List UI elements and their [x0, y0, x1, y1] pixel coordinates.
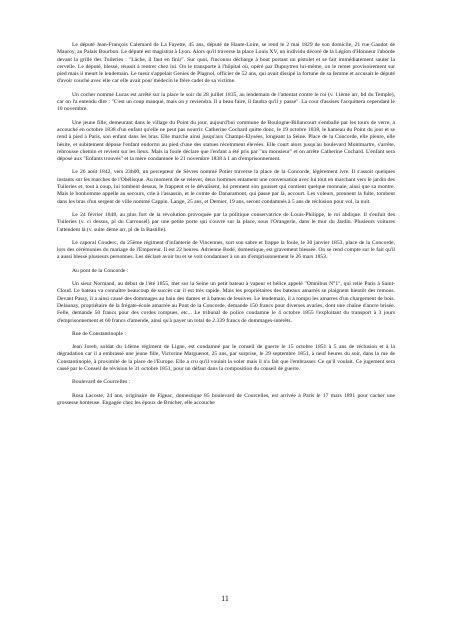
paragraph-lucas: Un cocher nommé Lucas est arrêté sur la place le soir du 28 juillet 1835, au lendemain de l'attentat contre le roi (v. 11ème arr, bd du Temple), car on l'a entendu dire : "C'est un coup manqué, mais on y reviendra. Il a beau faire, il faudra qu'il y passe". La cour d'assises l'acquittera cependant le 10 novembre. [57, 91, 395, 113]
page-number: 11 [221, 594, 229, 603]
paragraph-louis-philippe: Le 24 février 1848, au plus fort de la révolution provoquée par la politique conservatrice de Louis-Philippe, le roi abdique. Il s'enfuit des Tuileries (v. ci dessus, pl du Carrousel) par une petite porte qui s'ouvre sur la place, sous l'Orangerie, dans le mur du Jardin. Plusieurs voitures l'attendent là (v. suite 4ème arr, pl de la Bastille). [57, 211, 395, 233]
paragraph-bd: Rosa Lacoste, 24 ans, originaire de Figeac, domestique 85 boulevard de Courcelles, est arrivée à Paris le 17 mars 1891 pour cacher une grossesse honteuse. Engagée chez les époux de Brucher, elle accouche [57, 392, 395, 406]
section-heading-pont: Au pont de la Concorde : [72, 267, 129, 274]
document-page [57, 42, 395, 413]
paragraph-cochard: Une jeune fille, demeurant dans le village du Point du jour, aujourd'hui commune de Boulogne-Billancourt s'emballe par les tours de verre, a accouché en octobre 1838 d'un enfant qu'elle ne peut pas nourrir. Catherine Cochard quitte donc, le 19 octobre 1838, le hameau du Point du jour et se rend à pied à Paris, son enfant dans les bras. Elle marche ainsi jusqu'aux Champs-Elysées, longeant la Seine. Place de la Concorde, elle pleure, elle hésite, et subitement dépose l'enfant endormi au pied d'une des statues récemment élevées. Elle court alors jusqu'au boulevard Montmartre, s'arrête, rebrousse chemin et revient sur les lieux. Mais la foule déclare que l'enfant a été pris par "un monsieur" et on arrête Catherine Cochard. L'enfant sera déposé aux "Enfants trouvés" et la mère condamnée le 21 novembre 1838 à 1 an d'emprisonnement. [57, 119, 395, 163]
paragraph-calemard: Le député Jean-François Calemard de La Fayette, 45 ans, député de Haute-Loire, se rend le 2 mai 1829 de son domicile, 21 rue Gaudot de Mauroy, au Palais Bourbon. Le député est magistrat à Lyon. Alors qu'il traverse la place Louis XV, un individu décoré de la Légion d'Honneur l'aborde devant la grille des Tuileries : "Lâche, il faut en finir". Sur quoi, l'inconnu décharge à bout portant un pistolet et se fait immédiatement sauter la cervelle. Le député, blessé, réussit à rentrer chez lui. On le transporte à l'hôpital où, opéré par Dupuytren lui-même, on le remet provisoirement sur pied mais il meurt le lendemain. Le tueur s'appelait Genies de Plagnol, officier de 52 ans, qui avait dissipé la fortune de sa femme et accusait le député d'avoir couché avec elle car elle avait pour médecin le frère cadet de sa victime. [57, 42, 395, 85]
paragraph-pont: Un sieur Normand, au début de l'été 1855, met sur la Seine un petit bateau à vapeur et hélice appelé "Omnibus N°1", qui relie Paris à Saint-Cloud. Le bateau va connaître beaucoup de succès car il est très rapide. Mais les propriétaires des bateaux amarrés se plaignent bientôt des remous. Devant Passy, il a ainsi causé des dommages au bain des dames et à bateau de lessives. Le lendemain, il a rompu les amarres d'un chargement de bois. Delaunay, propriétaire de la frégate-école amarrée au Pont de la Concorde, demande 150 francs pour diverses avaries, dont une chaîne d'ancre brisée. Felle, demande 50 francs pour des cordes rompues, etc... Le tribunal de police condamne le 4 octobre 1855 l'exploitant du transport à 3 jours d'emprisonnement et 60 francs d'amende, ainsi qu'à payer un total de 2.339 francs de dommages-intérêts. [57, 281, 395, 324]
paragraph-couderc: Le caporal Couderc, du 25ème régiment d'infanterie de Vincennes, sort son sabre et frappe la foule, le 30 janvier 1853, place de la Concorde, lors des cérémonies du mariage de l'Empereur. Il est 22 heures. Adrienne Bodé, domestique, est gravement blessée. On se rend compte sur le fait qu'il a aussi blessé plusieurs personnes. Les déclaré avoir bu et se voit condamner à un an d'emprisonnement le 26 mars 1853. [57, 239, 395, 261]
paragraph-potier: Le 26 août 1842, vers 23h00, un percepteur de Sèvres nommé Potier traverse la place de la Concorde, légèrement ivre. Il s'assoit quelques instants sur les marches de l'Obélisque. Au moment de se relever, deux hommes entament une conversation avec lui tout en marchant vers le jardin des Tuileries et, tout à coup, lui tombent dessus, le frappent et le dévalisent, lui prennent son gousset qui contient quelque monnaie, ainsi que sa montre. Mais le bonhomme appelle au secours, crie à l'assassin, et le comte de Danaramont, qui passe par là, accourt. Les voleurs, prennent la fuite, tombent dans les bras d'un sergent de ville nommé Cappin. Lange, 25 ans, et Demier, 19 ans, seront condamnés à 5 ans de réclusion pour vol, la nuit. [57, 169, 395, 205]
section-heading-bd: Boulevard de Courcelles : [72, 379, 131, 386]
paragraph-rue: Jean Joreb, soldat du 14ème régiment de Ligne, est condamné par le conseil de guerre le 15 octobre 1851 à 5 ans de réclusion et à la dégradation car il a embrassé une jeune fille, Victorine Marguenot, 25 ans, par surprise, le 29 septembre 1851, à neuf heures du soir, dans la rue de Constantinople, à proximité de la place de l'Europe. Elle a cru qu'il voulait la voler mais il n'a fait que l'embrasser. Ce qu'il voulait. Ce jugement sera cassé par le Conseil de révision le 31 octobre 1851, pour un défaut dans la composition du conseil de guerre. [57, 344, 395, 372]
section-heading-rue: Rue de Constantinople : [72, 330, 126, 337]
